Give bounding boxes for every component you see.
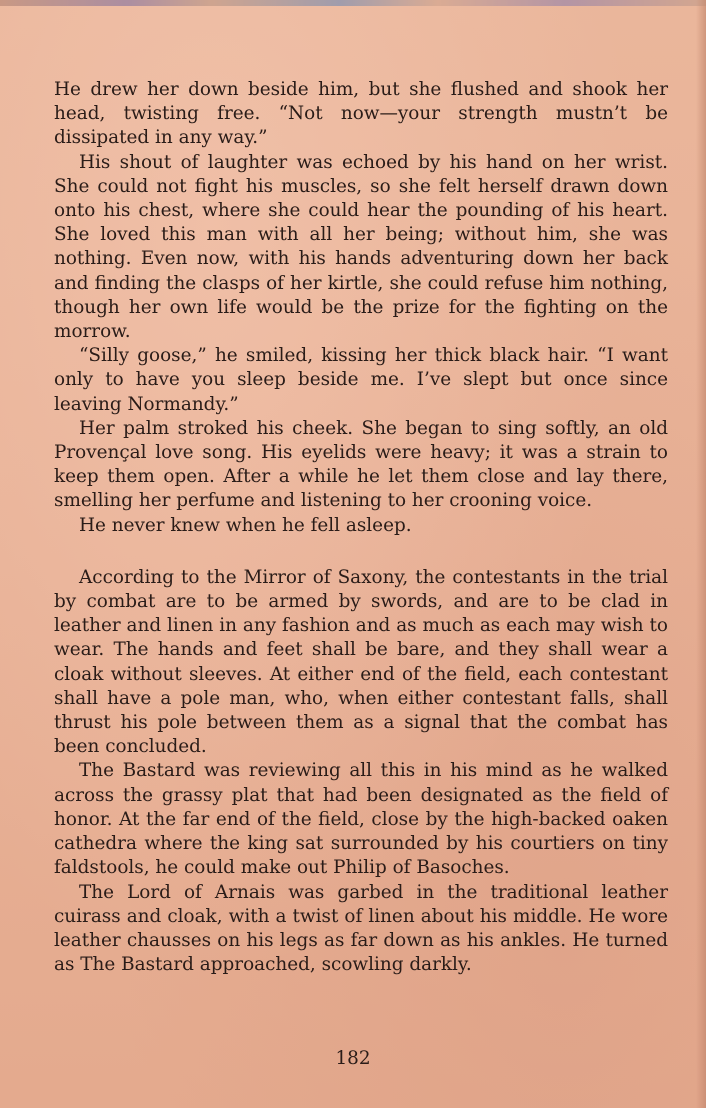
paragraph: The Bastard was reviewing all this in his mind as he walked across the grassy plat that had been designated as the field of honor. At the far end of the field, close by the high-backed oaken cathedra where the king sat surrounded by his courtiers on tiny faldstools, he could make out Philip of Basoches. [54, 760, 668, 879]
page-top-edge [0, 0, 706, 6]
paragraph: He never knew when he fell asleep. [79, 514, 412, 536]
page-right-edge [696, 0, 706, 1108]
paragraph: Her palm stroked his cheek. She began to sing softly, an old Provençal love song. His eyelids were heavy; it was a strain to keep them open. After a while he let them close and lay there, smelling her perfume and listening to her crooning voice. [54, 417, 668, 512]
section-break [54, 538, 668, 566]
body-text [54, 78, 668, 977]
paragraph: According to the Mirror of Saxony, the contestants in the trial by combat are to be armed by swords, and are to be clad in leather and linen in any fashion and as much as each may wish to wear. The hands and feet shall be bare, and they shall wear a cloak without sleeves. At either end of the field, each contestant shall have a pole man, who, when either contestant falls, shall thrust his pole between them as a signal that the combat has been concluded. [54, 566, 668, 758]
paragraph: “Silly goose,” he smiled, kissing her thick black hair. “I want only to have you sleep beside me. I’ve slept but once since leaving Normandy.” [54, 345, 668, 415]
page-number: 182 [335, 1048, 371, 1069]
paragraph: He drew her down beside him, but she flushed and shook her head, twisting free. “Not now—your strength mustn’t be dissipated in any way.” [54, 79, 668, 149]
paragraph: The Lord of Arnais was garbed in the traditional leather cuirass and cloak, with a twist of linen about his middle. He wore leather chausses on his legs as far down as his ankles. He turned as The Bastard approached, scowling darkly. [54, 881, 668, 976]
paragraph: His shout of laughter was echoed by his hand on her wrist. She could not fight his muscles, so she felt herself drawn down onto his chest, where she could hear the pounding of his heart. She loved this man with all her being; without him, she was nothing. Even now, with his hands adventuring down her back and finding the clasps of her kirtle, she could refuse him nothing, though her own life would be the prize for the fighting on the morrow. [54, 151, 668, 343]
